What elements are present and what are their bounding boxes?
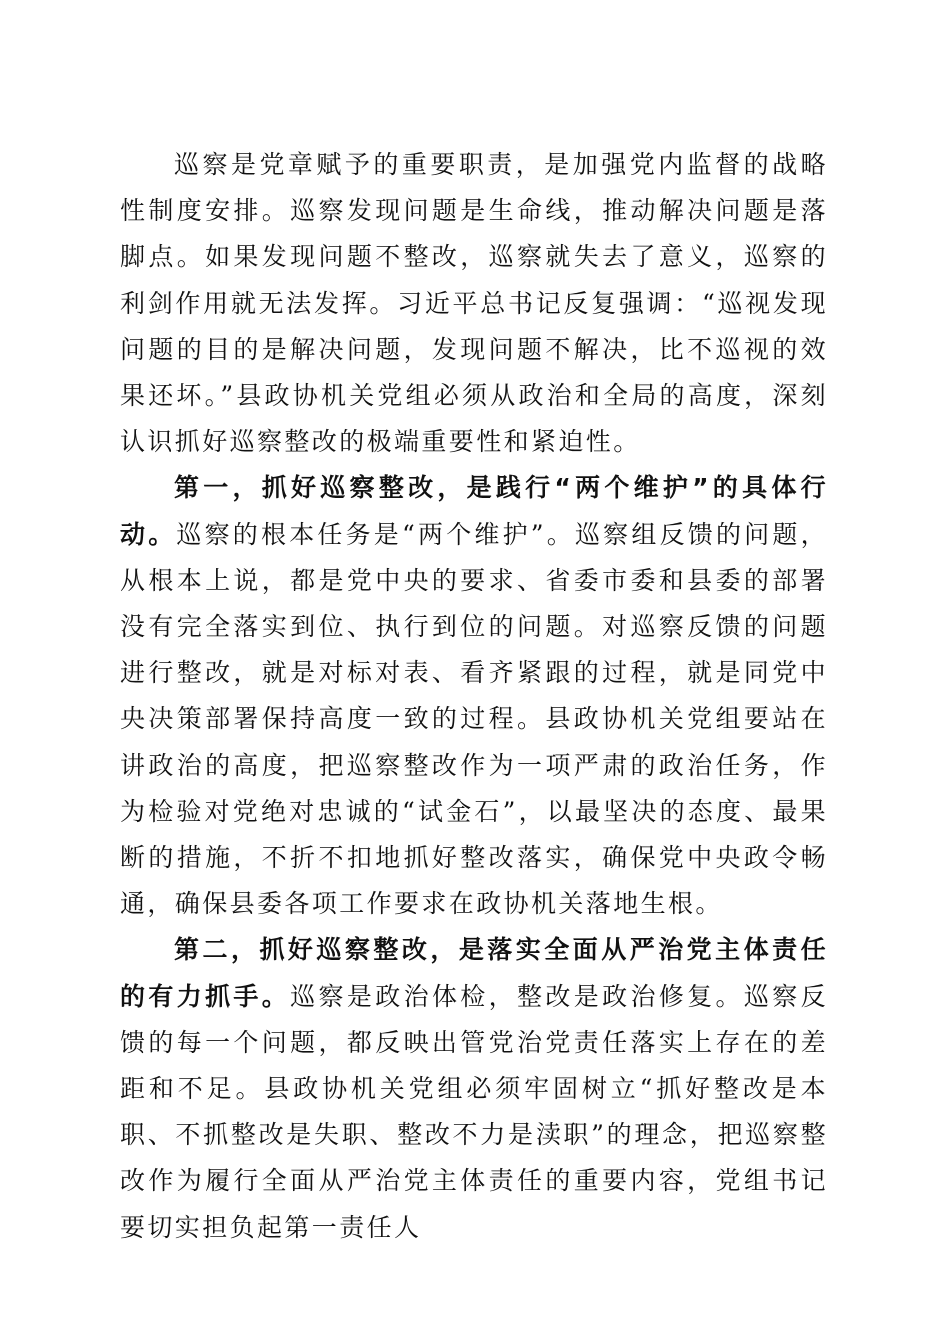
paragraph-point-two [120,927,828,1250]
paragraph-point-one-heading: 第一，抓好巡察整改，是践行“两个维护”的具体行动。 [120,473,828,549]
paragraph-point-two-heading: 第二，抓好巡察整改，是落实全面从严治党主体责任的有力抓手。 [120,935,828,1011]
paragraph-point-two-body: 巡察是政治体检，整改是政治修复。巡察反馈的每一个问题，都反映出管党治党责任落实上存在的差距和不足。县政协机关党组必须牢固树立“抓好整改是本职、不抓整改是失职、整改不力是渎职”的理念，把巡察整改作为履行全面从严治党主体责任的重要内容，党组书记要切实担负起第一责任人 [120,981,828,1242]
paragraph-intro [120,142,828,465]
paragraph-point-one-body: 巡察的根本任务是“两个维护”。巡察组反馈的问题，从根本上说，都是党中央的要求、省委市委和县委的部署没有完全落实到位、执行到位的问题。对巡察反馈的问题进行整改，就是对标对表、看齐紧跟的过程，就是同党中央决策部署保持高度一致的过程。县政协机关党组要站在讲政治的高度，把巡察整改作为一项严肃的政治任务，作为检验对党绝对忠诚的“试金石”，以最坚决的态度、最果断的措施，不折不扣地抓好整改落实，确保党中央政令畅通，确保县委各项工作要求在政协机关落地生根。 [120,519,828,919]
paragraph-intro-body: 巡察是党章赋予的重要职责，是加强党内监督的战略性制度安排。巡察发现问题是生命线，推动解决问题是落脚点。如果发现问题不整改，巡察就失去了意义，巡察的利剑作用就无法发挥。习近平总书记反复强调：“巡视发现问题的目的是解决问题，发现问题不解决，比不巡视的效果还坏。”县政协机关党组必须从政治和全局的高度，深刻认识抓好巡察整改的极端重要性和紧迫性。 [120,150,828,457]
document-page [120,142,828,1251]
paragraph-point-one [120,465,828,927]
